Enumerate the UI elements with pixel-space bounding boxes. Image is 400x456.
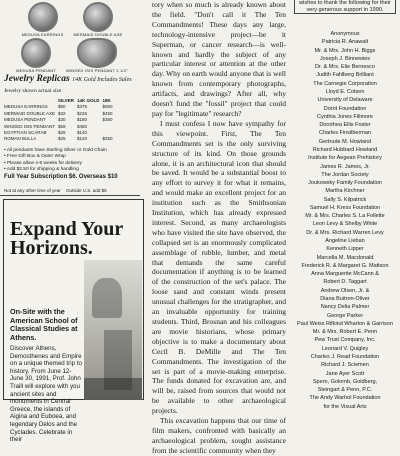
jewelry-item-label: MERMAID DOUBLE AXE [73, 32, 123, 37]
price-cell: $59 [58, 123, 66, 129]
jewelry-images-top [4, 2, 140, 37]
ad-line: • Free Gift Box & Outer Wrap [4, 154, 66, 160]
price-header-cell: SILVER [58, 98, 74, 103]
donor-name: Mr. & Mrs. John H. Biggs [314, 47, 376, 54]
donor-name: Jane Ayer Scott [325, 370, 365, 377]
price-cell: $450 [102, 110, 113, 116]
ascsa-headline [10, 220, 123, 258]
ad-divider [0, 195, 140, 196]
donor-name: Robert D. Taggart [323, 279, 367, 286]
ad-footer-left: Not at any other time of year [4, 188, 61, 193]
donor-name: Samuel H. Kress Foundation [309, 204, 381, 211]
ascsa-headline-line: Expand Your [10, 218, 124, 240]
jewelry-advertisement [4, 0, 140, 192]
donor-name: Paul Weiss Rifkind Wharton & Garrison [297, 320, 393, 327]
article-body [152, 0, 286, 456]
ad-footer-right: Outside U.S. add $5 [66, 188, 107, 193]
price-table [4, 98, 115, 143]
price-cell: MEDUSA PENDANT [4, 117, 46, 123]
jewelry-images-bottom [4, 38, 140, 73]
donor-name: Leonard V. Quigley [321, 345, 369, 352]
donor-name: Cynthia Jones Fillmore [317, 113, 373, 120]
ascsa-photo [84, 260, 142, 400]
ascsa-body [10, 308, 82, 444]
price-cell: $180 [76, 117, 87, 123]
donor-name: James R. James, Jr. [320, 163, 370, 170]
photo-ground [84, 378, 142, 400]
ascsa-lead: On-Site with the American School of Classical Studies at Athens. [10, 307, 78, 342]
price-cell: $360 [102, 117, 113, 123]
price-cell: $225 [76, 110, 87, 116]
jewelry-item-label: MEDUSA PENDANT [16, 68, 56, 73]
jewelry-item [16, 38, 56, 73]
donor-name: George Parker [326, 312, 364, 319]
left-column [0, 0, 146, 444]
price-cell: EGYPTIAN SCARAB [4, 130, 47, 136]
price-cell: ROMAN BULLA [4, 136, 37, 142]
donor-column [290, 0, 400, 410]
price-cell: MERMAID DOUBLE AXE [4, 110, 56, 116]
donor-name: Anonymous [330, 31, 360, 37]
ad-line: Full Year Subscription $6. Overseas $10 [4, 173, 118, 180]
price-cell: $450 [76, 123, 87, 129]
donor-name: Gertrude M. Howland [318, 138, 372, 145]
jewelry-item [66, 38, 128, 73]
price-cell: $375 [76, 104, 87, 110]
jewelry-item-label: MEDUSA EARRINGS [21, 32, 64, 37]
price-header-cell: 18K [102, 98, 111, 103]
price-cell: $50 [58, 104, 66, 110]
price-cell: MEDUSA EARRINGS [4, 104, 48, 110]
article-paragraph: I must confess I now have sympathy for this viewpoint. First, The Ten Commandments set is the only surviving structure of its kind. On those grounds alone, it is an architectural icon that should be saved. It would be a substantial boost to any effort to survey it for what it remains, and would make an excellent project for an institution such as the Smithsonian Institution, which has already expressed interest. Second, as many archaeologists who have visited the site have observed, the collapsed set is an enormously complicated assemblage of rubble, lumber, and metal that demands the same careful documentation if anything is to be learned of the construction of the set's palace. The loose sand and constant winds present unusual challenges for the stratigrapher, and an invaluable opportunity for training students. Third, Brosnan and his colleagues are movie historians, whose primary objective is to make a documentary about Cecil B. DeMille and The Ten Commandments. The investigation of the set is part of a movie-making enterprise. The funds donated for excavation are, and will be, raised from sources that would not be available to other archaeological projects. [152, 118, 286, 416]
price-cell: $250 [102, 136, 113, 142]
ad-line: • Add $2.50 for shipping & handling [4, 167, 79, 173]
donor-name: Sally S. Kilpatrick [323, 196, 367, 203]
donor-name: Charles J. Read Foundation [310, 353, 380, 360]
donor-name: Charles Finsilberman [319, 130, 371, 137]
jewelry-item [73, 2, 122, 37]
donor-name: Mr. & Mrs. Charles S. La Follette [305, 213, 385, 220]
price-cell: $650 [102, 104, 113, 110]
ascsa-advertisement [3, 199, 144, 444]
donor-name: Dorothea Ellis Foster [319, 122, 371, 129]
donor-name: Richard J. Sciemen [321, 362, 369, 369]
ad-line: • All pendants have Sterling Silver or Gold Chain [4, 148, 107, 153]
donor-name: Kenneth Lipper [326, 246, 364, 253]
donor-name: Dorot Foundation [323, 105, 367, 112]
donor-list [290, 30, 400, 411]
donor-name: Joukowsky Family Foundation [308, 180, 382, 187]
jewelry-headline [4, 74, 140, 84]
donor-name: Lloyd E. Cotsen [325, 88, 365, 95]
donor-name: University of Delaware [317, 97, 373, 104]
donor-name: Mr. & Mrs. Robert E. Penn [312, 329, 378, 336]
donor-name: Leon Levy & Shelby White [312, 221, 378, 228]
article-paragraph: This excavation happens that our time of film makers, confronted with basically an archaeological problem, sought assistance from the scientific community when they [152, 416, 286, 455]
double-axe-image [83, 2, 113, 32]
donor-name: Martha Kirchner [325, 188, 365, 195]
price-cell: $26 [58, 130, 66, 136]
donor-name: Dr. & Mrs. Elie Bernesco [315, 64, 375, 71]
price-header-cell: 14K GOLD [76, 98, 100, 103]
donor-name: for the Visual Arts [323, 403, 367, 410]
jewelry-headline-main: Jewelry Replicas [4, 74, 70, 84]
price-cell: $140 [76, 130, 87, 136]
donor-name: Judith Fahlberg Brilliant [316, 72, 374, 79]
price-cell: $25 [58, 136, 66, 142]
donor-name: Angeline Lieban [325, 238, 365, 245]
price-cell: $120 [76, 136, 87, 142]
donor-name: Anna Marguerite McCann & [311, 271, 379, 278]
donor-name: The Carnegie Corporation [313, 80, 377, 87]
jewelry-item [22, 2, 64, 37]
donor-name: Dr. & Mrs. Richard Warren Levy [306, 229, 384, 236]
donor-name: Steingart & Penn, P.C. [317, 387, 373, 394]
jewelry-subline: Jewelry shown actual size [4, 88, 62, 94]
donor-name: Joseph J. Binnewies [319, 55, 371, 62]
donor-name: Spero, Golomb, Goldberg, [312, 378, 378, 385]
donor-name: Marcella M. Macdonald [316, 254, 374, 261]
donor-name: Pew Trust Company, Inc. [314, 337, 376, 344]
article-column [148, 0, 288, 455]
ascsa-headline-line: Horizons. [10, 237, 93, 259]
donor-name: The Andy Warhol Foundation [309, 395, 381, 402]
article-paragraph: tory when so much is already known about the field. "Don't call it The Ten Commandments! These days any large, technology-intensive project—be it Superman, or cancer research—is well-known and hardly the subject of any particular interest or attention at the other day. Why on earth would anyone that is well known from contemporary photographs, artifacts, and drawings? After all, why doesn't fund the "fossil" project that could pay for "legitimate" research? [152, 0, 286, 118]
donor-name: Richard Hubbard Howland [312, 146, 378, 153]
donor-name: Patricia R. Anawalt [321, 39, 369, 46]
price-cell: $30 [58, 117, 66, 123]
donor-name: The Jordan Society [321, 171, 369, 178]
donor-name: Frederick R. & Margaret G. Mattson [301, 262, 389, 269]
price-cell: WINGED ISIS PENDANT [4, 123, 56, 129]
jewelry-ad-details [4, 148, 118, 180]
donor-name: Andrew Olsen, Jr. & [320, 287, 370, 294]
price-cell: $32 [58, 110, 66, 116]
donor-name: Institute for Aegean Prehistory [308, 155, 382, 162]
jewelry-ad-footer [4, 188, 107, 193]
jewelry-item-label: WINGED ISIS PENDANT 2 1/2" [66, 68, 128, 73]
photo-figure [92, 278, 122, 318]
earring-image [28, 2, 58, 32]
winged-isis-image [77, 38, 117, 68]
price-table-row [4, 136, 115, 142]
donor-name: Nancy Delia Palmer [320, 304, 370, 311]
jewelry-headline-tail: 14K Gold Includes Sales [72, 77, 132, 83]
medusa-pendant-image [21, 38, 51, 68]
ascsa-body-text: Discover Athens, Demosthenes and Empire on a unique themed trip to history. From June 12-June 30, 1991, Prof. John Traill will explore with you ancient sites and monuments in Central Greece, the islands of Aigina and Euboea, and legendary Delos and the Cyclades. Celebrate in their [10, 345, 82, 444]
donor-intro-box: wishes to thank the following for their very generous support in 1990. [294, 0, 396, 14]
donor-name: Diana Buitron-Oliver [320, 296, 370, 302]
ad-line: • Please allow 4-6 weeks for delivery [4, 160, 82, 166]
